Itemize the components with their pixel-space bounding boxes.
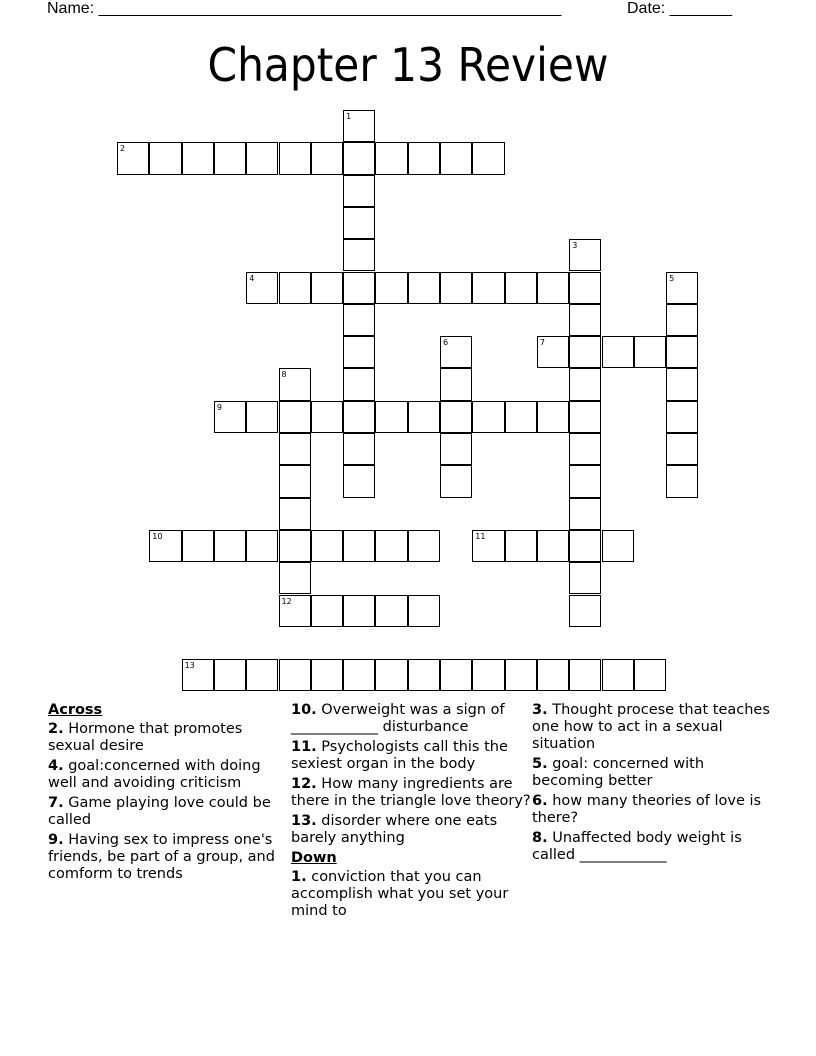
crossword-cell[interactable] (569, 336, 601, 368)
crossword-cell[interactable] (537, 530, 569, 562)
crossword-cell[interactable] (440, 272, 472, 304)
clue-text: conviction that you can accomplish what you set your mind to (291, 869, 509, 919)
crossword-cell[interactable] (311, 401, 343, 433)
clue-number: 1. (291, 869, 307, 885)
clue-down-3 (532, 702, 772, 753)
crossword-cell[interactable] (472, 659, 504, 691)
date-field[interactable]: Date: _______ (627, 0, 732, 17)
crossword-cell[interactable] (472, 530, 504, 562)
crossword-cell[interactable] (440, 401, 472, 433)
crossword-cell[interactable] (343, 304, 375, 336)
clue-text: goal: concerned with becoming better (532, 756, 705, 789)
crossword-cell[interactable] (505, 401, 537, 433)
crossword-cell[interactable] (117, 142, 149, 174)
crossword-cell[interactable] (279, 433, 311, 465)
crossword-cell[interactable] (343, 368, 375, 400)
clue-number-label: 8 (281, 370, 287, 380)
clue-number-label: 3 (572, 241, 578, 251)
clue-number-label: 12 (281, 596, 292, 606)
page-title: Chapter 13 Review (207, 38, 609, 92)
clue-number: 4. (48, 758, 64, 774)
crossword-cell[interactable] (634, 659, 666, 691)
crossword-cell[interactable] (440, 336, 472, 368)
name-field[interactable]: Name: ____________________________________________________ (47, 0, 562, 17)
crossword-cell[interactable] (408, 142, 440, 174)
crossword-cell[interactable] (569, 659, 601, 691)
crossword-cell[interactable] (569, 239, 601, 271)
crossword-cell[interactable] (408, 659, 440, 691)
across-heading: Across (48, 702, 103, 718)
clue-text: goal:concerned with doing well and avoiding criticism (48, 758, 261, 791)
crossword-cell[interactable] (408, 595, 440, 627)
crossword-cell[interactable] (569, 498, 601, 530)
crossword-cell[interactable] (343, 401, 375, 433)
crossword-cell[interactable] (666, 336, 698, 368)
clue-text: Hormone that promotes sexual desire (48, 721, 243, 754)
clue-text: Thought procese that teaches one how to act in a sexual situation (532, 702, 770, 752)
crossword-cell[interactable] (408, 272, 440, 304)
clue-across-13 (291, 813, 531, 847)
clue-number-label: 9 (216, 402, 222, 412)
crossword-cell[interactable] (537, 659, 569, 691)
crossword-cell[interactable] (279, 368, 311, 400)
crossword-cell[interactable] (311, 659, 343, 691)
clue-across-11 (291, 739, 531, 773)
crossword-cell[interactable] (569, 433, 601, 465)
crossword-cell[interactable] (311, 595, 343, 627)
clue-number: 10. (291, 702, 317, 718)
crossword-cell[interactable] (343, 465, 375, 497)
crossword-cell[interactable] (569, 401, 601, 433)
clue-number: 8. (532, 830, 548, 846)
crossword-cell[interactable] (343, 110, 375, 142)
crossword-cell[interactable] (569, 465, 601, 497)
clue-number-label: 7 (539, 338, 545, 348)
clue-number-label: 1 (346, 112, 352, 121)
crossword-cell[interactable] (569, 304, 601, 336)
clue-text: Game playing love could be called (48, 795, 271, 828)
clue-number-label: 4 (249, 273, 255, 283)
clue-number-label: 11 (475, 531, 486, 541)
crossword-cell[interactable] (505, 272, 537, 304)
crossword-cell[interactable] (602, 530, 634, 562)
crossword-cell[interactable] (343, 659, 375, 691)
crossword-cell[interactable] (182, 142, 214, 174)
crossword-cell[interactable] (666, 368, 698, 400)
crossword-cell[interactable] (569, 562, 601, 594)
clue-text: Psychologists call this the sexiest organ in the body (291, 739, 508, 772)
crossword-cell[interactable] (440, 433, 472, 465)
clue-number: 2. (48, 721, 64, 737)
clue-number: 6. (532, 793, 548, 809)
clue-across-2 (48, 721, 283, 755)
crossword-cell[interactable] (666, 272, 698, 304)
crossword-cell[interactable] (149, 142, 181, 174)
clues-column-3 (532, 702, 772, 867)
clue-number: 3. (532, 702, 548, 718)
crossword-cell[interactable] (440, 659, 472, 691)
clue-number: 7. (48, 795, 64, 811)
crossword-cell[interactable] (214, 659, 246, 691)
crossword-cell[interactable] (666, 433, 698, 465)
clue-number-label: 2 (120, 144, 126, 154)
crossword-cell[interactable] (602, 659, 634, 691)
crossword-cell[interactable] (343, 142, 375, 174)
crossword-cell[interactable] (214, 401, 246, 433)
clue-across-10 (291, 702, 531, 736)
crossword-cell[interactable] (440, 368, 472, 400)
crossword-cell[interactable] (246, 142, 278, 174)
crossword-cell[interactable] (343, 595, 375, 627)
crossword-cell[interactable] (537, 336, 569, 368)
crossword-cell[interactable] (279, 498, 311, 530)
crossword-cell[interactable] (537, 401, 569, 433)
crossword-cell[interactable] (666, 304, 698, 336)
crossword-cell[interactable] (343, 530, 375, 562)
crossword-cell[interactable] (279, 562, 311, 594)
clues-column-2 (291, 702, 531, 923)
crossword-cell[interactable] (343, 207, 375, 239)
crossword-cell[interactable] (440, 142, 472, 174)
crossword-cell[interactable] (279, 595, 311, 627)
crossword-cell[interactable] (569, 595, 601, 627)
clue-number: 13. (291, 813, 317, 829)
crossword-cell[interactable] (343, 336, 375, 368)
crossword-cell[interactable] (634, 336, 666, 368)
crossword-cell[interactable] (311, 142, 343, 174)
clue-number: 9. (48, 832, 64, 848)
crossword-cell[interactable] (214, 142, 246, 174)
clues-column-1 (48, 702, 283, 886)
clue-number: 12. (291, 776, 317, 792)
down-heading: Down (291, 850, 337, 866)
crossword-cell[interactable] (666, 465, 698, 497)
crossword-cell[interactable] (505, 530, 537, 562)
clue-text: Having sex to impress one's friends, be part of a group, and comform to trends (48, 832, 275, 882)
crossword-cell[interactable] (279, 401, 311, 433)
clue-number-label: 6 (443, 338, 449, 348)
clue-down-1 (291, 869, 531, 920)
clue-down-6 (532, 793, 772, 827)
clue-across-9 (48, 832, 283, 883)
crossword-cell[interactable] (472, 401, 504, 433)
crossword-cell[interactable] (375, 659, 407, 691)
crossword-cell[interactable] (408, 530, 440, 562)
clue-number-label: 13 (184, 661, 195, 671)
clue-text: how many theories of love is there? (532, 793, 762, 826)
crossword-cell[interactable] (569, 272, 601, 304)
crossword-cell[interactable] (246, 401, 278, 433)
crossword-cell[interactable] (182, 530, 214, 562)
clue-across-12 (291, 776, 531, 810)
crossword-cell[interactable] (182, 659, 214, 691)
crossword-cell[interactable] (569, 368, 601, 400)
crossword-cell[interactable] (279, 530, 311, 562)
clue-text: Unaffected body weight is called ____________ (532, 830, 742, 863)
crossword-cell[interactable] (343, 175, 375, 207)
crossword-cell[interactable] (375, 595, 407, 627)
crossword-cell[interactable] (375, 530, 407, 562)
crossword-cell[interactable] (279, 659, 311, 691)
crossword-cell[interactable] (279, 465, 311, 497)
crossword-cell[interactable] (214, 530, 246, 562)
clue-text: How many ingredients are there in the triangle love theory? (291, 776, 531, 809)
clue-down-8 (532, 830, 772, 864)
clue-number-label: 10 (152, 531, 163, 541)
clue-number-label: 5 (669, 273, 675, 283)
crossword-cell[interactable] (311, 530, 343, 562)
crossword-cell[interactable] (246, 272, 278, 304)
crossword-cell[interactable] (537, 272, 569, 304)
crossword-cell[interactable] (149, 530, 181, 562)
crossword-cell[interactable] (343, 239, 375, 271)
crossword-cell[interactable] (472, 272, 504, 304)
clue-text: disorder where one eats barely anything (291, 813, 498, 846)
crossword-cell[interactable] (375, 401, 407, 433)
crossword-cell[interactable] (472, 142, 504, 174)
crossword-cell[interactable] (343, 272, 375, 304)
clue-number: 11. (291, 739, 317, 755)
clue-across-7 (48, 795, 283, 829)
crossword-cell[interactable] (375, 272, 407, 304)
crossword-cell[interactable] (279, 272, 311, 304)
crossword-cell[interactable] (279, 142, 311, 174)
crossword-cell[interactable] (246, 659, 278, 691)
clue-text: Overweight was a sign of ____________ disturbance (291, 702, 505, 735)
crossword-cell[interactable] (666, 401, 698, 433)
crossword-cell[interactable] (343, 433, 375, 465)
crossword-cell[interactable] (505, 659, 537, 691)
crossword-cell[interactable] (440, 465, 472, 497)
crossword-cell[interactable] (569, 530, 601, 562)
crossword-cell[interactable] (246, 530, 278, 562)
crossword-cell[interactable] (602, 336, 634, 368)
clue-number: 5. (532, 756, 548, 772)
clue-down-5 (532, 756, 772, 790)
crossword-cell[interactable] (375, 142, 407, 174)
clue-across-4 (48, 758, 283, 792)
crossword-cell[interactable] (311, 272, 343, 304)
crossword-cell[interactable] (408, 401, 440, 433)
